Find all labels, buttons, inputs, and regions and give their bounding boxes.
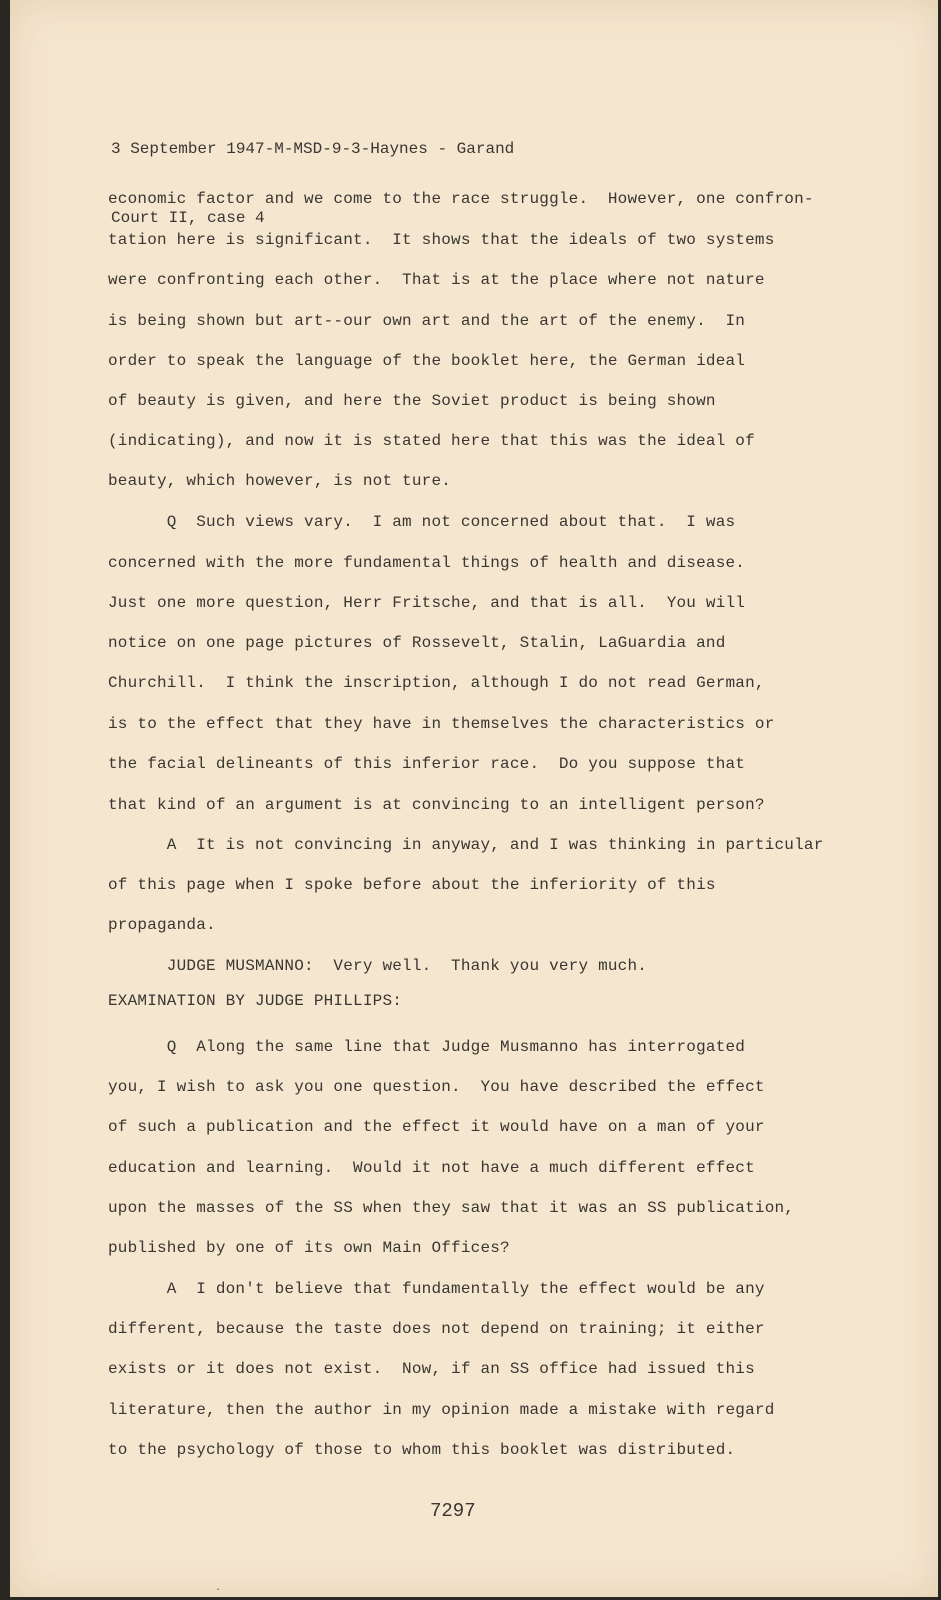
transcript-line: (indicating), and now it is stated here that this was the ideal of [108, 432, 755, 450]
transcript-body [108, 0, 918, 1500]
header-date-line: 3 September 1947-M-MSD-9-3-Haynes - Garand [111, 140, 515, 158]
transcript-line: were confronting each other. That is at the place where not nature [108, 271, 765, 289]
transcript-line: tation here is significant. It shows that the ideals of two systems [108, 231, 775, 249]
transcript-line: you, I wish to ask you one question. You have described the effect [108, 1078, 765, 1096]
transcript-line: EXAMINATION BY JUDGE PHILLIPS: [108, 992, 403, 1010]
transcript-line: Churchill. I think the inscription, although I do not read German, [108, 674, 765, 692]
transcript-line: of beauty is given, and here the Soviet product is being shown [108, 392, 716, 410]
transcript-line: education and learning. Would it not have a much different effect [108, 1159, 755, 1177]
transcript-line: the facial delineants of this inferior race. Do you suppose that [108, 755, 746, 773]
transcript-line: A It is not convincing in anyway, and I was thinking in particular [108, 836, 824, 854]
transcript-line: different, because the taste does not depend on training; it either [108, 1320, 765, 1338]
transcript-line: is being shown but art--our own art and the art of the enemy. In [108, 312, 746, 330]
transcript-line: order to speak the language of the booklet here, the German ideal [108, 352, 746, 370]
transcript-line: beauty, which however, is not ture. [108, 472, 452, 490]
transcript-line: concerned with the more fundamental things of health and disease. [108, 554, 746, 572]
transcript-line: is to the effect that they have in themselves the characteristics or [108, 715, 775, 733]
stray-mark: · [215, 1585, 222, 1596]
transcript-line: upon the masses of the SS when they saw that it was an SS publication, [108, 1199, 795, 1217]
transcript-line: exists or it does not exist. Now, if an SS office had issued this [108, 1360, 755, 1378]
transcript-line: A I don't believe that fundamentally the effect would be any [108, 1280, 765, 1298]
page-number: 7297 [430, 1500, 476, 1522]
transcript-line: literature, then the author in my opinion made a mistake with regard [108, 1401, 775, 1419]
transcript-line: that kind of an argument is at convincing to an intelligent person? [108, 796, 765, 814]
transcript-line: to the psychology of those to whom this booklet was distributed. [108, 1441, 736, 1459]
document-page [10, 0, 938, 1597]
transcript-line: Q Along the same line that Judge Musmanno has interrogated [108, 1038, 746, 1056]
transcript-line: of this page when I spoke before about the inferiority of this [108, 876, 716, 894]
transcript-line: of such a publication and the effect it would have on a man of your [108, 1118, 765, 1136]
header-court-line: Court II, case 4 [111, 209, 265, 227]
transcript-line: economic factor and we come to the race struggle. However, one confron- [108, 190, 814, 208]
transcript-line: propaganda. [108, 916, 216, 934]
transcript-line: JUDGE MUSMANNO: Very well. Thank you very much. [108, 957, 648, 975]
transcript-line: Q Such views vary. I am not concerned about that. I was [108, 513, 736, 531]
transcript-line: Just one more question, Herr Fritsche, and that is all. You will [108, 594, 746, 612]
transcript-line: published by one of its own Main Offices? [108, 1239, 510, 1257]
transcript-line: notice on one page pictures of Rossevelt, Stalin, LaGuardia and [108, 634, 726, 652]
